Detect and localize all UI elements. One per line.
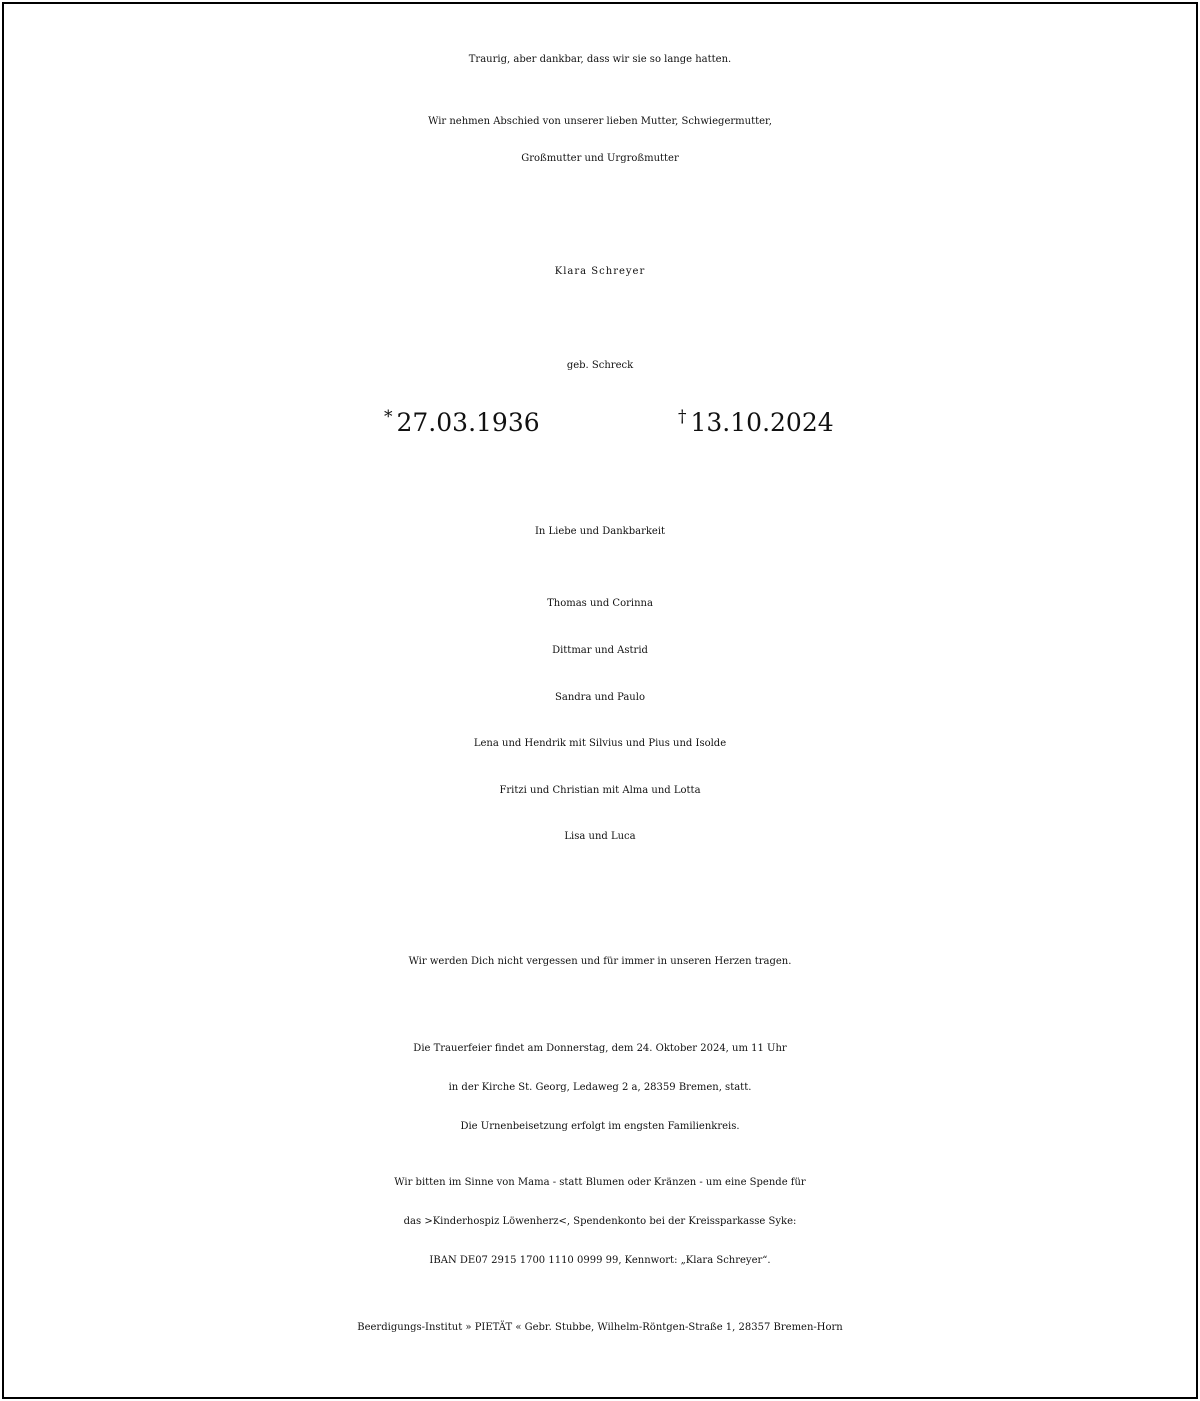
mourners-heading: In Liebe und Dankbarkeit: [534, 526, 666, 537]
death-symbol: †: [678, 407, 687, 427]
obituary-notice: [2, 2, 1198, 1399]
intro-line-2: Wir nehmen Abschied von unserer lieben Mutter, Schwiegermutter,: [428, 116, 772, 127]
ceremony-line-3: Die Urnenbeisetzung erfolgt im engsten Familienkreis.: [460, 1121, 740, 1132]
donation-line-1: Wir bitten im Sinne von Mama - statt Blumen oder Kränzen - um eine Spende für: [394, 1177, 806, 1188]
donation-line-2: das >Kinderhospiz Löwenherz<, Spendenkonto bei der Kreissparkasse Syke:: [403, 1216, 797, 1227]
ceremony-line-2: in der Kirche St. Georg, Ledaweg 2 a, 28359 Bremen, statt.: [448, 1082, 752, 1093]
intro-line-1: Traurig, aber dankbar, dass wir sie so lange hatten.: [468, 54, 732, 65]
mourner-line: Sandra und Paulo: [555, 692, 645, 703]
birth-name: geb. Schreck: [566, 360, 634, 371]
mourner-line: Fritzi und Christian mit Alma und Lotta: [499, 785, 701, 796]
ceremony-line-1: Die Trauerfeier findet am Donnerstag, dem 24. Oktober 2024, um 11 Uhr: [413, 1043, 787, 1054]
death-date: [678, 408, 834, 437]
birth-date: [384, 408, 540, 437]
mourner-line: Lena und Hendrik mit Silvius und Pius und Isolde: [473, 738, 727, 749]
intro-line-3: Großmutter und Urgroßmutter: [521, 153, 679, 164]
deceased-name: Klara Schreyer: [554, 266, 646, 277]
mourner-line: Lisa und Luca: [564, 831, 636, 842]
funeral-home-line: Beerdigungs-Institut » PIETÄT « Gebr. Stubbe, Wilhelm-Röntgen-Straße 1, 28357 Bremen-Horn: [357, 1322, 843, 1333]
death-date-value: 13.10.2024: [690, 408, 834, 437]
farewell-line: Wir werden Dich nicht vergessen und für immer in unseren Herzen tragen.: [408, 956, 792, 967]
mourner-line: Dittmar und Astrid: [552, 645, 648, 656]
birth-symbol: *: [384, 407, 393, 427]
mourner-line: Thomas und Corinna: [547, 598, 653, 609]
donation-line-3: IBAN DE07 2915 1700 1110 0999 99, Kennwort: „Klara Schreyer“.: [429, 1255, 771, 1266]
birth-date-value: 27.03.1936: [396, 408, 540, 437]
